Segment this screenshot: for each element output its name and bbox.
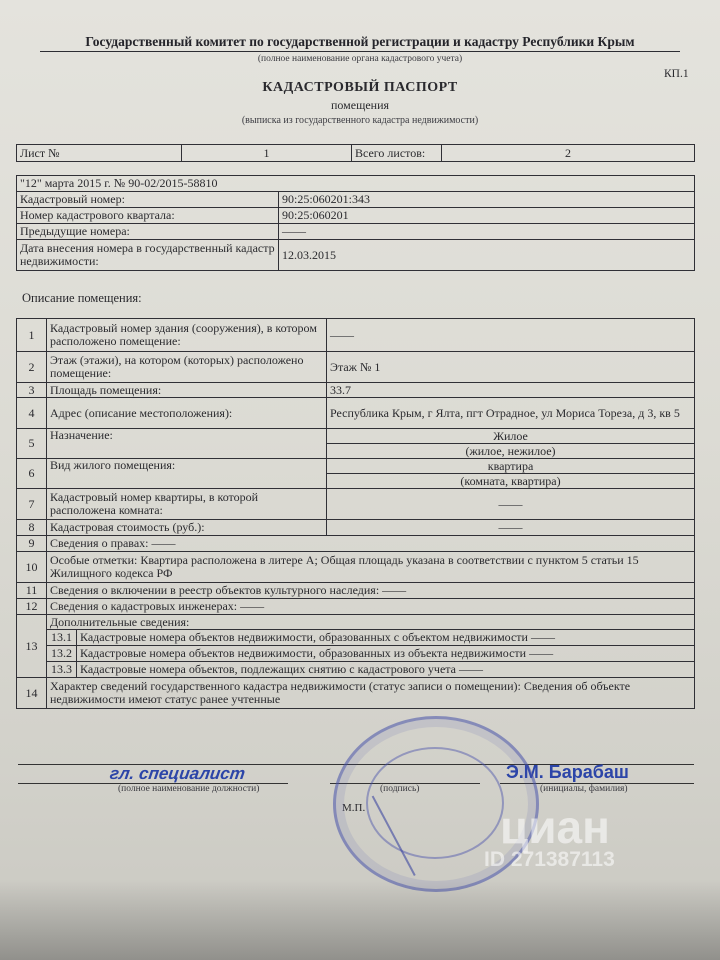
row-label: Дополнительные сведения:: [47, 615, 695, 630]
row-number: 3: [17, 383, 47, 398]
row-value: ——: [327, 520, 695, 536]
table-row: [17, 646, 695, 662]
photo-shadow: [0, 880, 720, 960]
table-row: [17, 552, 695, 583]
row-value-note: (комната, квартира): [327, 474, 695, 489]
row-label: Особые отметки:: [50, 553, 138, 567]
row-content: [47, 583, 695, 599]
total-label: Всего листов:: [352, 145, 442, 162]
row-label: Кадастровый номер квартиры, в которой расположена комната:: [47, 489, 327, 520]
info-row: [17, 240, 695, 271]
row-value: Этаж № 1: [327, 352, 695, 383]
row-value: Республика Крым, г Ялта, пгт Отрадное, ул Мориса Тореза, д 3, кв 5: [327, 398, 695, 429]
row-value: квартира: [327, 459, 695, 474]
info-row: [17, 192, 695, 208]
row-content: [47, 536, 695, 552]
row-value: ——: [327, 489, 695, 520]
row-value: ——: [240, 599, 265, 613]
sheet-label: Лист №: [17, 145, 182, 162]
table-row: [17, 459, 695, 474]
subrow-value: ——: [529, 646, 554, 660]
info-label: Дата внесения номера в государственный кадастр недвижимости:: [17, 240, 279, 271]
authority-underline: [40, 51, 680, 52]
row-label: Вид жилого помещения:: [47, 459, 327, 489]
table-row: [17, 429, 695, 444]
info-value: 90:25:060201: [279, 208, 695, 224]
total-value: 2: [442, 145, 695, 162]
table-row: [17, 352, 695, 383]
subrow-text: Кадастровые номера объектов недвижимости, образованных из объекта недвижимости: [80, 646, 527, 660]
sheet-value: 1: [182, 145, 352, 162]
table-row: [17, 383, 695, 398]
subrow-content: [77, 662, 695, 678]
table-row: [17, 583, 695, 599]
row-content: [47, 552, 695, 583]
table-row: [17, 489, 695, 520]
row-content: [47, 678, 695, 709]
row-number: 7: [17, 489, 47, 520]
table-row: [17, 678, 695, 709]
table-row: [17, 630, 695, 646]
row-number: 12: [17, 599, 47, 615]
table-row: [17, 398, 695, 429]
row-value-note: (жилое, нежилое): [327, 444, 695, 459]
subrow-value: ——: [458, 662, 483, 676]
subrow-number: 13.2: [47, 646, 77, 662]
document-subtitle-note: (выписка из государственного кадастра недвижимости): [241, 115, 479, 126]
table-row: [17, 520, 695, 536]
authority-note: (полное наименование органа кадастрового учета): [257, 54, 463, 64]
sheet-table: [16, 144, 695, 162]
subrow-number: 13.3: [47, 662, 77, 678]
info-table: [16, 175, 695, 271]
description-table: [16, 318, 695, 709]
info-label: Кадастровый номер:: [17, 192, 279, 208]
row-label: Сведения о правах:: [50, 536, 149, 550]
row-label: Характер сведений государственного кадастра недвижимости (статус записи о помещении):: [50, 679, 521, 693]
row-number: 14: [17, 678, 47, 709]
table-row: [17, 536, 695, 552]
row-number: 9: [17, 536, 47, 552]
row-content: [47, 599, 695, 615]
info-row: [17, 224, 695, 240]
row-number: 1: [17, 319, 47, 352]
row-label: Кадастровый номер здания (сооружения), в котором расположено помещение:: [47, 319, 327, 352]
table-row: [17, 615, 695, 630]
row-value: Квартира расположена в литере А; Общая площадь указана в соответствии с пунктом 5 статьи 15 Жилищного кодекса РФ: [50, 553, 639, 580]
stamp-place-label: М.П.: [342, 802, 366, 814]
row-number: 13: [17, 615, 47, 678]
document-title: КАДАСТРОВЫЙ ПАСПОРТ: [262, 80, 458, 95]
info-value: ——: [279, 224, 695, 240]
row-value: ——: [327, 319, 695, 352]
signatory-name: Э.М. Барабаш: [506, 762, 629, 782]
row-number: 6: [17, 459, 47, 489]
authority-name: Государственный комитет по государственной регистрации и кадастру Республики Крым: [85, 34, 635, 49]
row-label: Сведения о кадастровых инженерах:: [50, 599, 238, 613]
row-label: Назначение:: [47, 429, 327, 459]
position-caption: (полное наименование должности): [118, 784, 260, 794]
watermark-logo: циан: [500, 801, 610, 853]
subrow-value: ——: [530, 630, 555, 644]
row-value: ——: [382, 583, 407, 597]
row-value: Жилое: [327, 429, 695, 444]
row-value: 33.7: [327, 383, 695, 398]
table-row: [17, 599, 695, 615]
row-number: 11: [17, 583, 47, 599]
subrow-content: [77, 646, 695, 662]
row-label: Этаж (этажи), на котором (которых) расположено помещение:: [47, 352, 327, 383]
date-line: "12" марта 2015 г. № 90-02/2015-58810: [17, 176, 695, 192]
info-row: [17, 208, 695, 224]
subrow-text: Кадастровые номера объектов недвижимости, образованных с объектом недвижимости: [80, 630, 528, 644]
row-number: 8: [17, 520, 47, 536]
info-label: Номер кадастрового квартала:: [17, 208, 279, 224]
row-value: Сведения об объекте недвижимости имеют статус ранее учтенные: [50, 679, 631, 706]
date-row: [17, 176, 695, 192]
sheet-row: [17, 145, 695, 162]
description-title: Описание помещения:: [22, 291, 142, 305]
watermark-id: ID 271387113: [484, 848, 615, 871]
row-label: Сведения о включении в реестр объектов культурного наследия:: [50, 583, 380, 597]
subrow-text: Кадастровые номера объектов, подлежащих снятию с кадастрового учета: [80, 662, 456, 676]
info-value: 12.03.2015: [279, 240, 695, 271]
form-code: КП.1: [664, 68, 689, 80]
signature-caption: (подпись): [380, 784, 420, 794]
row-value: ——: [151, 536, 176, 550]
document-subtitle: помещения: [330, 98, 390, 112]
signatory-position: гл. специалист: [108, 764, 247, 783]
row-number: 5: [17, 429, 47, 459]
table-row: [17, 662, 695, 678]
row-label: Площадь помещения:: [47, 383, 327, 398]
row-number: 2: [17, 352, 47, 383]
info-label: Предыдущие номера:: [17, 224, 279, 240]
subrow-number: 13.1: [47, 630, 77, 646]
name-caption: (инициалы, фамилия): [540, 784, 628, 794]
row-label: Кадастровая стоимость (руб.):: [47, 520, 327, 536]
subrow-content: [77, 630, 695, 646]
info-value: 90:25:060201:343: [279, 192, 695, 208]
row-number: 4: [17, 398, 47, 429]
row-number: 10: [17, 552, 47, 583]
table-row: [17, 319, 695, 352]
row-label: Адрес (описание местоположения):: [47, 398, 327, 429]
